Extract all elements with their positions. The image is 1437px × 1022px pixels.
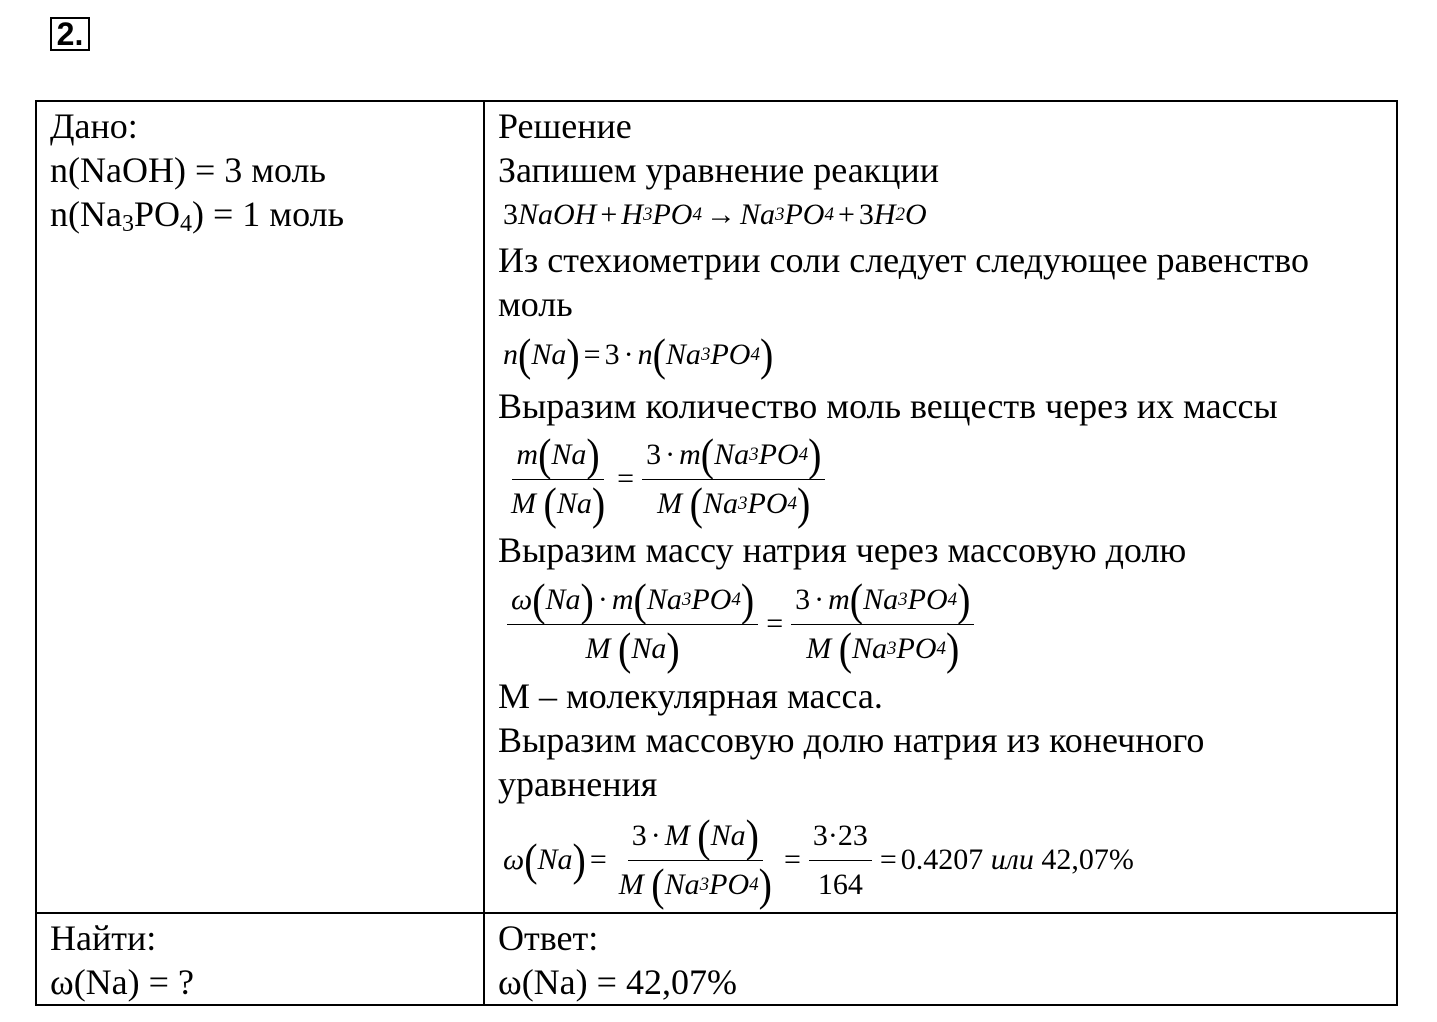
- solution-text-3: Выразим количество моль веществ через их массы: [498, 386, 1278, 426]
- answer-cell: [484, 913, 1397, 1005]
- answer-value: ω(Na) = 42,07%: [498, 962, 737, 1002]
- solution-cell: [484, 101, 1397, 913]
- solution-text-1: Запишем уравнение реакции: [498, 150, 939, 190]
- solution-table: [35, 100, 1398, 1006]
- given-na3po4: $n(Na_3PO_4) = 1$ моль: [50, 194, 344, 237]
- final-equation: ω ( Na ) = 3 · M ( Na ) M ( Na 3 PO 4 ) = $\frac{3\cdot 23}{164}$ = 0.4207 или 42,07%: [503, 809, 1134, 910]
- given-naoh: n(NaOH) = 3 моль: [50, 150, 326, 190]
- reaction-equation: 3 NaOH + H 3 PO 4 → Na 3 PO 4 + 3 H 2 O: [503, 198, 927, 231]
- solution-text-4: Выразим массу натрия через массовую долю: [498, 530, 1187, 570]
- find-value: ω(Na) = ?: [50, 962, 194, 1002]
- solution-text-2a: Из стехиометрии соли следует следующее равенство: [498, 240, 1310, 280]
- find-label: Найти:: [50, 918, 157, 958]
- solution-text-2b: моль: [498, 284, 573, 324]
- mass-fraction-equation: m ( Na ) M ( Na ) = 3 · m ( Na 3 PO 4 ) M ( Na 3 PO 4 ): [498, 430, 1396, 528]
- solution-text-5: М – молекулярная масса.: [498, 676, 883, 716]
- given-label: Дано:: [50, 106, 138, 146]
- solution-text-6a: Выразим массовую долю натрия из конечного: [498, 720, 1205, 760]
- problem-number: 2.: [50, 17, 90, 51]
- answer-label: Ответ:: [498, 918, 599, 958]
- solution-heading: Решение: [498, 106, 632, 146]
- solution-text-6b: уравнения: [498, 764, 658, 804]
- find-cell: [36, 913, 484, 1005]
- given-cell: [36, 101, 484, 913]
- mole-equation: n ( Na ) = 3 · n ( Na 3 PO 4 ): [503, 328, 774, 381]
- omega-mass-equation: ω ( Na ) · m ( Na 3 PO 4 ) M ( Na ) = 3 · m ( Na 3 PO 4 ) M ( Na 3 PO 4 ): [498, 574, 1396, 674]
